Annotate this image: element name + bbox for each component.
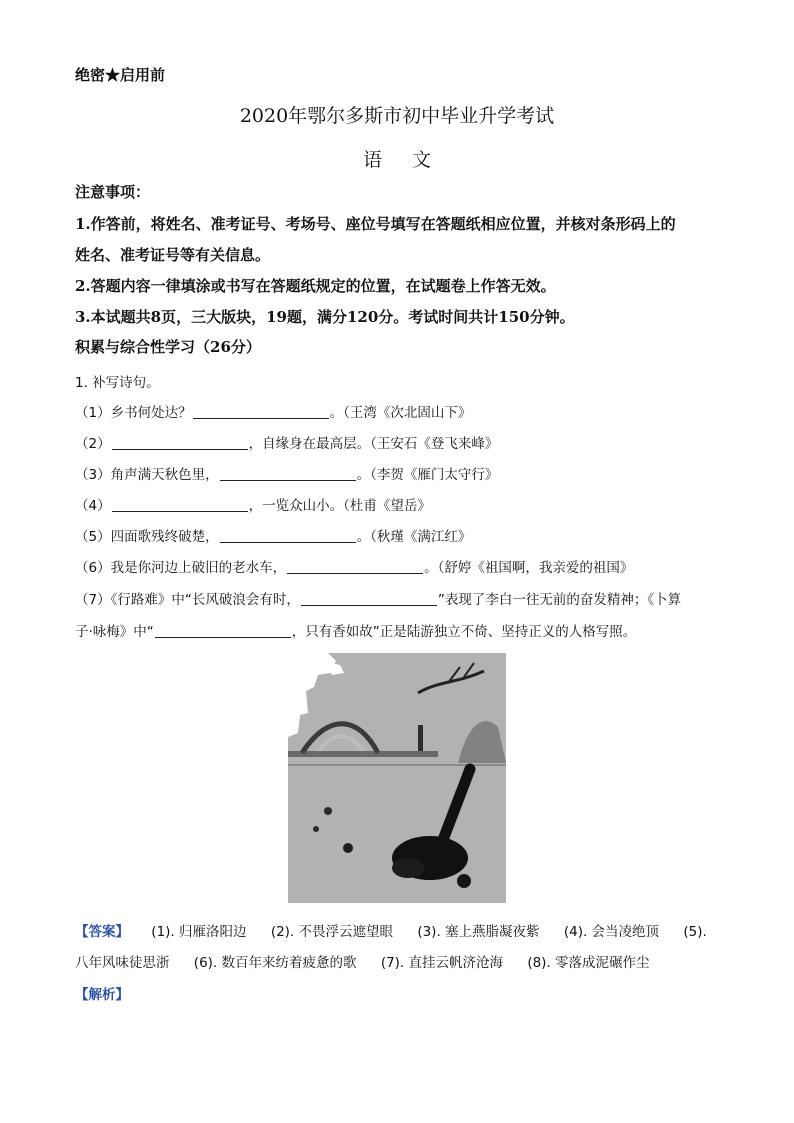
answer-blank-6 <box>287 559 423 574</box>
subject-title: 语文 <box>362 149 461 171</box>
answer-2: (2). 不畏浮云遮望眼 <box>270 924 394 940</box>
question-item-4 <box>75 494 431 514</box>
item-5-pre: （5）四面歌残终破楚， <box>75 529 219 545</box>
item-8-post: ，只有香如故”正是陆游独立不倚、坚持正义的人格写照。 <box>291 624 637 640</box>
answer-blank-7 <box>301 591 437 606</box>
question-stem: 1. 补写诗句。 <box>75 375 160 391</box>
section-title: 积累与综合性学习（26分） <box>75 338 261 356</box>
answer-blank-4 <box>112 497 248 512</box>
item-3-post: 。（李贺《雁门太守行》 <box>356 467 499 483</box>
analysis-tag: 【解析】 <box>75 987 129 1003</box>
item-7-pre: （7）《行路难》中“长风破浪会有时， <box>75 592 300 608</box>
item-5-post: 。（秋瑾《满江红》 <box>356 529 472 545</box>
item-8-pre: 子·咏梅》中“ <box>75 624 154 640</box>
question-item-6 <box>75 556 633 576</box>
question-item-1 <box>75 401 471 421</box>
answer-7: (7). 直挂云帆济沧海 <box>380 955 504 971</box>
answer-blank-1 <box>193 404 329 419</box>
answer-5-number: (5). <box>683 924 707 940</box>
note-line-4: 3.本试题共8页，三大版块，19题，满分120分。考试时间共计150分钟。 <box>75 308 575 326</box>
answer-blank-8 <box>155 623 291 638</box>
question-item-7-line-2 <box>75 620 636 640</box>
answer-4: (4). 会当凌绝顶 <box>563 924 660 940</box>
analysis-line <box>75 983 129 1003</box>
exam-title: 2020年鄂尔多斯市初中毕业升学考试 <box>239 105 555 127</box>
question-item-7-line-1 <box>75 588 681 608</box>
answer-5: 八年风味徒思浙 <box>75 955 170 971</box>
answer-blank-5 <box>220 528 356 543</box>
item-6-post: 。（舒婷《祖国啊，我亲爱的祖国》 <box>424 560 634 576</box>
answer-8: (8). 零落成泥碾作尘 <box>527 955 650 971</box>
question-item-5 <box>75 525 471 545</box>
item-1-pre: （1）乡书何处达？ <box>75 405 192 421</box>
answer-1: (1). 归雁洛阳边 <box>151 924 247 940</box>
answer-6: (6). 数百年来纺着疲惫的歌 <box>193 955 357 971</box>
question-item-3 <box>75 463 498 483</box>
confidential-label: 绝密★启用前 <box>75 66 166 84</box>
answer-line-1 <box>75 920 707 940</box>
note-line-3: 2.答题内容一律填涂或书写在答题纸规定的位置，在试题卷上作答无效。 <box>75 277 556 295</box>
answer-blank-3 <box>220 466 356 481</box>
answer-line-2 <box>75 951 650 971</box>
item-4-pre: （4） <box>75 498 111 514</box>
notes-heading: 注意事项： <box>75 183 151 201</box>
question-item-2 <box>75 432 498 452</box>
answer-tag: 【答案】 <box>75 924 129 940</box>
note-line-1: 1.作答前，将姓名、准考证号、考场号、座位号填写在答题纸相应位置，并核对条形码上的 <box>75 215 676 233</box>
ink-painting-image <box>288 653 506 903</box>
item-2-pre: （2） <box>75 436 111 452</box>
note-line-2: 姓名、准考证号等有关信息。 <box>75 246 271 264</box>
item-2-post: ，自缘身在最高层。（王安石《登飞来峰》 <box>248 436 499 452</box>
item-6-pre: （6）我是你河边上破旧的老水车， <box>75 560 287 576</box>
answer-3: (3). 塞上燕脂凝夜紫 <box>417 924 540 940</box>
item-1-post: 。（王湾《次北固山下》 <box>329 405 472 421</box>
item-4-post: ，一览众山小。（杜甫《望岳》 <box>248 498 431 514</box>
item-3-pre: （3）角声满天秋色里， <box>75 467 219 483</box>
item-7-post: ”表现了李白一往无前的奋发精神；《卜算 <box>437 592 682 608</box>
answer-blank-2 <box>112 435 248 450</box>
